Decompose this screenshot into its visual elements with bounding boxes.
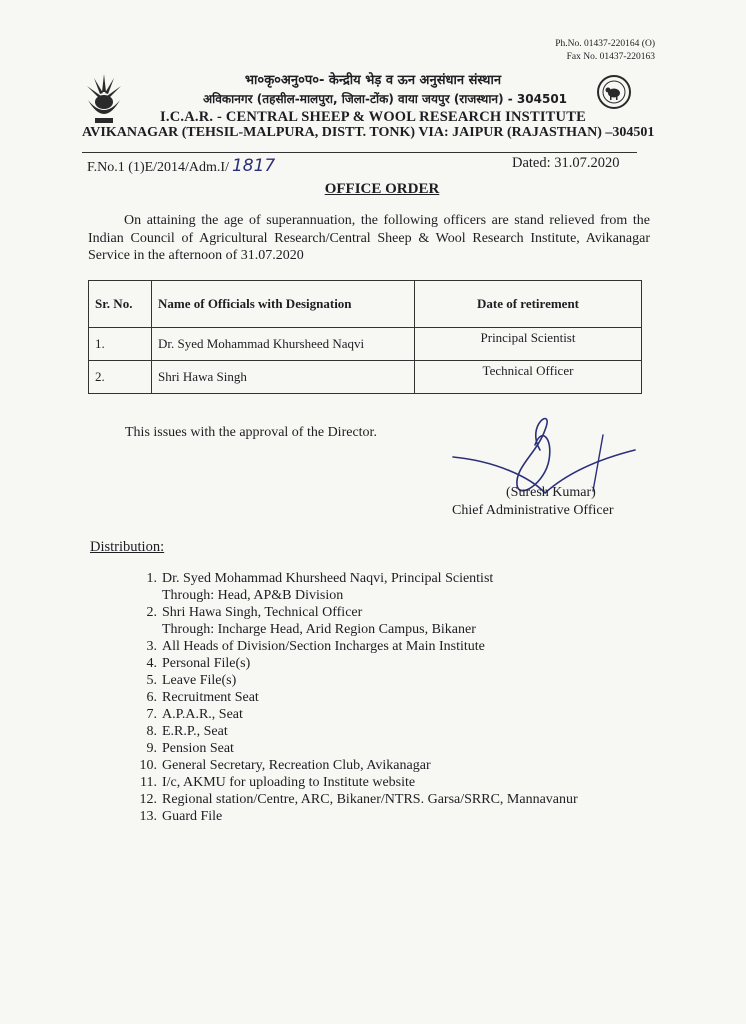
- body-paragraph: On attaining the age of superannuation, the following officers are stand relieved from the Indian Council of Agricultural Research/Central Sheep & Wool Research Institute, Avikanagar Service in the afternoon of 31.07.2020: [88, 213, 650, 263]
- table-row: [89, 361, 642, 394]
- list-item: 13. Guard File: [139, 809, 223, 824]
- col-header-name: Name of Officials with Designation: [152, 281, 415, 328]
- phone-number: Ph.No. 01437-220164 (O): [555, 39, 655, 49]
- col-header-sr-no: Sr. No.: [89, 281, 152, 328]
- cell-designation: Technical Officer: [415, 361, 642, 394]
- contact-info: [535, 38, 655, 64]
- institute-address-english: AVIKANAGAR (TEHSIL-MALPURA, DISTT. TONK) VIA: JAIPUR (RAJASTHAN) –304501: [82, 125, 655, 140]
- cell-name: Dr. Syed Mohammad Khursheed Naqvi: [152, 328, 415, 361]
- list-item: 10. General Secretary, Recreation Club, Avikanagar: [139, 758, 431, 773]
- list-item-sub: Through: Head, AP&B Division: [162, 588, 344, 603]
- list-item: 4. Personal File(s): [146, 656, 251, 671]
- table-header-row: [89, 281, 642, 328]
- fax-number: Fax No. 01437-220163: [566, 52, 655, 62]
- document-title: OFFICE ORDER: [324, 181, 440, 197]
- approval-note: This issues with the approval of the Director.: [125, 425, 377, 440]
- list-item: 3. All Heads of Division/Section Incharges at Main Institute: [146, 639, 485, 654]
- institute-name-hindi: भा०कृ०अनु०प०- केन्द्रीय भेड़ व ऊन अनुसंधान संस्थान: [244, 73, 502, 88]
- list-item: 12. Regional station/Centre, ARC, Bikaner/NTRS. Garsa/SRRC, Mannavanur: [139, 792, 578, 807]
- table-row: [89, 328, 642, 361]
- institute-name-english: I.C.A.R. - CENTRAL SHEEP & WOOL RESEARCH INSTITUTE: [160, 109, 586, 125]
- cell-sr-no: 2.: [89, 361, 152, 394]
- list-item-sub: Through: Incharge Head, Arid Region Campus, Bikaner: [162, 622, 476, 637]
- list-item: 1. Dr. Syed Mohammad Khursheed Naqvi, Principal Scientist: [146, 571, 494, 586]
- file-number-text: F.No.1 (1)E/2014/Adm.I/: [87, 160, 229, 175]
- list-item: 5. Leave File(s): [146, 673, 237, 688]
- list-item: 2. Shri Hawa Singh, Technical Officer: [146, 605, 363, 620]
- list-item: 6. Recruitment Seat: [146, 690, 259, 705]
- distribution-label: Distribution:: [90, 539, 165, 555]
- list-item: 11. I/c, AKMU for uploading to Institute website: [140, 775, 416, 790]
- distribution-list: [133, 570, 653, 825]
- cell-designation: Principal Scientist: [415, 328, 642, 361]
- order-date: Dated: 31.07.2020: [512, 155, 620, 171]
- institute-address-hindi: अविकानगर (तहसील-मालपुरा, जिला-टोंक) वाया जयपुर (राजस्थान) - 304501: [202, 92, 568, 106]
- cell-name: Shri Hawa Singh: [152, 361, 415, 394]
- list-item: 9. Pension Seat: [146, 741, 234, 756]
- file-number-handwritten: 1817: [231, 156, 276, 176]
- header-divider: [82, 152, 637, 153]
- list-item: 8. E.R.P., Seat: [146, 724, 228, 739]
- retirement-table: [88, 280, 642, 394]
- signatory-designation: Chief Administrative Officer: [452, 503, 614, 518]
- col-header-date: Date of retirement: [415, 281, 642, 328]
- list-item: 7. A.P.A.R., Seat: [146, 707, 243, 722]
- file-number: [87, 156, 275, 176]
- signatory-name: (Suresh Kumar): [506, 485, 596, 500]
- cell-sr-no: 1.: [89, 328, 152, 361]
